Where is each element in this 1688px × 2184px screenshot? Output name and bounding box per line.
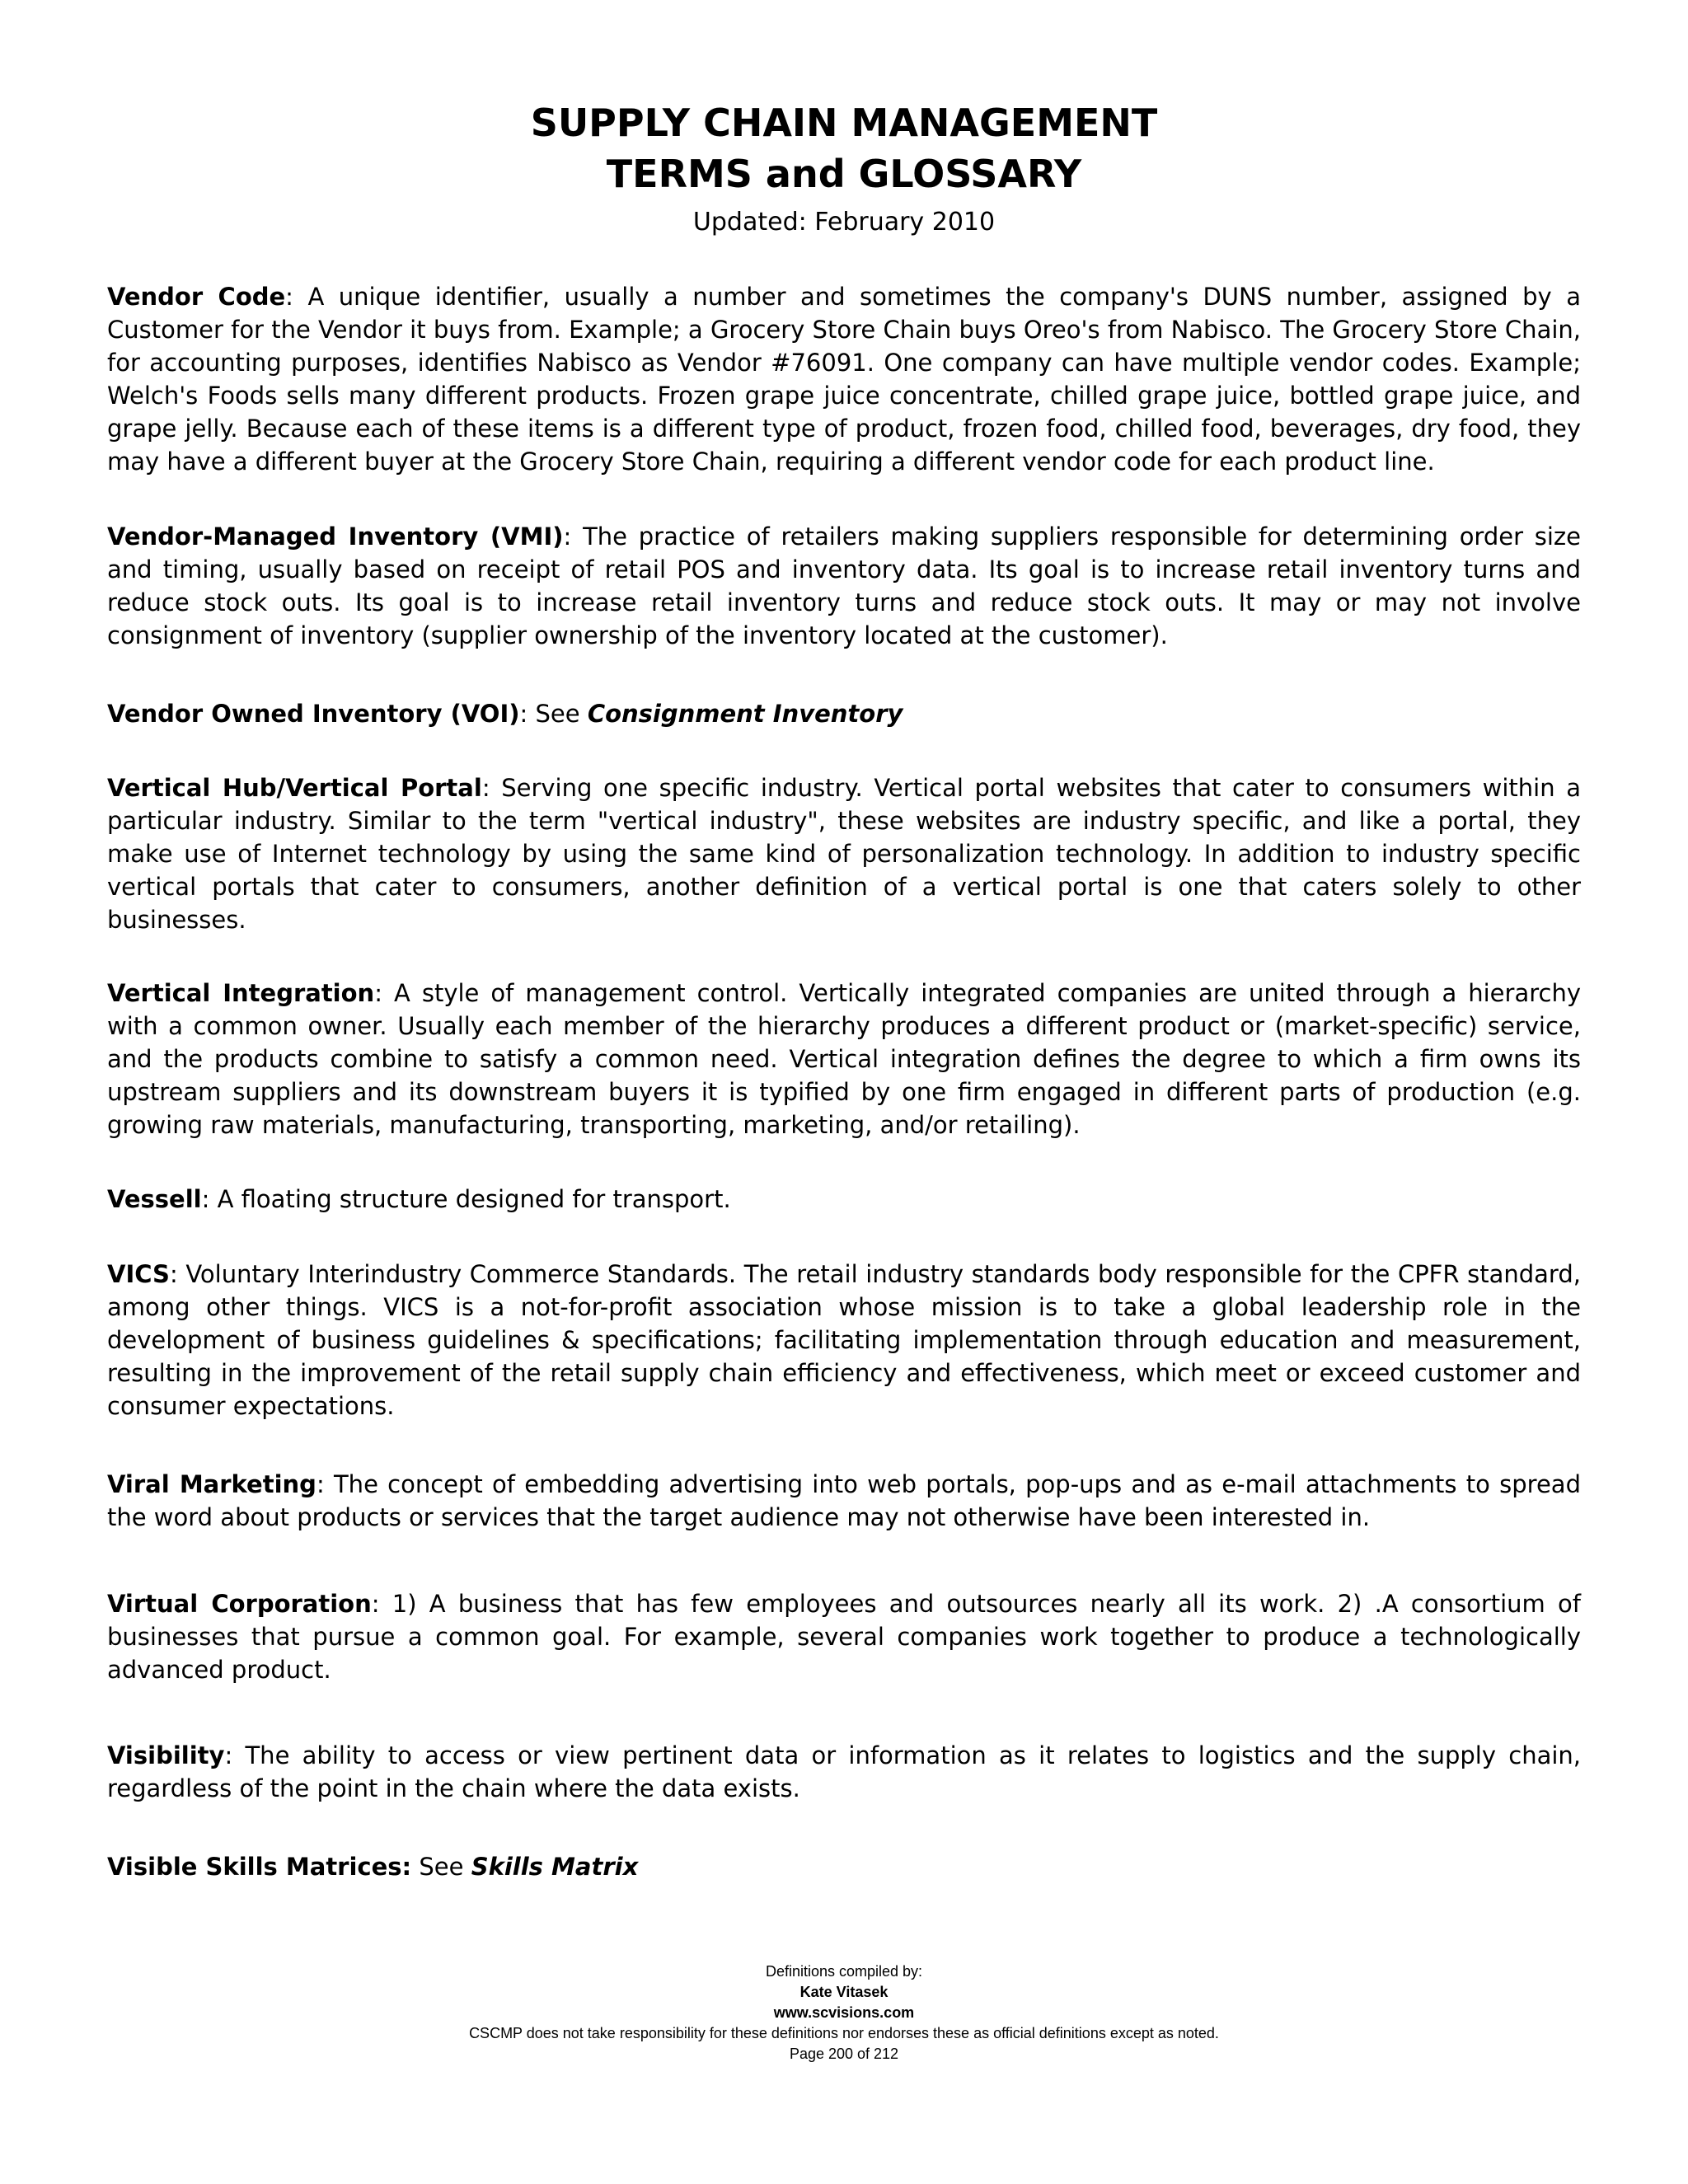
- entry-separator: :: [563, 523, 584, 551]
- glossary-entry: [107, 771, 1581, 936]
- title-line-1: SUPPLY CHAIN MANAGEMENT: [530, 101, 1158, 145]
- glossary-entry: [107, 977, 1581, 1141]
- glossary-entry: [107, 1468, 1581, 1534]
- entry-term: Viral Marketing: [107, 1470, 316, 1498]
- entry-definition: A floating structure designed for transport.: [217, 1185, 731, 1213]
- entry-term: Vessell: [107, 1185, 202, 1213]
- footer-page-number: Page 200 of 212: [789, 2046, 899, 2062]
- entry-definition: The concept of embedding advertising into web portals, pop-ups and as e-mail attachments to spread the word about products or services that the target audience may not otherwise have been interested in.: [107, 1470, 1581, 1531]
- entry-definition: The ability to access or view pertinent data or information as it relates to logistics and the supply chain, regardless of the point in the chain where the data exists.: [107, 1741, 1581, 1802]
- cross-reference-link[interactable]: Consignment Inventory: [587, 700, 903, 728]
- entry-separator: [411, 1853, 419, 1881]
- updated-date: Updated: February 2010: [692, 208, 996, 237]
- glossary-entry: [107, 1587, 1581, 1686]
- entry-separator: :: [374, 979, 394, 1007]
- cross-reference-link[interactable]: Skills Matrix: [471, 1853, 639, 1881]
- footer-author: Kate Vitasek: [799, 1984, 889, 2000]
- entry-separator: :: [224, 1741, 246, 1769]
- glossary-entry: [107, 1183, 1581, 1216]
- entry-definition: Serving one specific industry. Vertical portal websites that cater to consumers within a particular industry. Similar to the term "vertical industry", these websites are industry specific, and like a portal, they make use of Internet technology by using the same kind of personalization technology. In addition to industry specific vertical portals that cater to consumers, another definition of a vertical portal is one that caters solely to other businesses.: [107, 774, 1581, 934]
- glossary-entry: [107, 1739, 1581, 1805]
- page-footer: [0, 1961, 1688, 2064]
- entry-term: Vendor Code: [107, 283, 286, 311]
- entry-term: Visibility: [107, 1741, 225, 1769]
- entry-definition: 1) A business that has few employees and outsources nearly all its work. 2) .A consortium of businesses that pursue a common goal. For example, several companies work together to produce a technologically advanced product.: [107, 1590, 1581, 1684]
- entry-separator: :: [481, 774, 502, 802]
- glossary-entries: [107, 280, 1581, 1883]
- entry-definition: A unique identifier, usually a number and sometimes the company's DUNS number, assigned by a Customer for the Vendor it buys from. Example; a Grocery Store Chain buys Oreo's from Nabisco. The Grocery Store Chain, for accounting purposes, identifies Nabisco as Vendor #76091. One company can have multiple vendor codes. Example; Welch's Foods sells many different products. Frozen grape juice concentrate, chilled grape juice, bottled grape juice, and grape jelly. Because each of these items is a different type of product, frozen food, chilled food, beverages, dry food, they may have a different buyer at the Grocery Store Chain, requiring a different vendor code for each product line.: [107, 283, 1581, 476]
- footer-compiled-by: Definitions compiled by:: [765, 1963, 923, 1980]
- glossary-entry: [107, 280, 1581, 478]
- entry-term: Visible Skills Matrices:: [107, 1853, 412, 1881]
- glossary-entry: [107, 1850, 1581, 1883]
- entry-separator: :: [519, 700, 536, 728]
- entry-definition: A style of management control. Vertically integrated companies are united through a hierarchy with a common owner. Usually each member of the hierarchy produces a different product or (market-specific) service, and the products combine to satisfy a common need. Vertical integration defines the degree to which a firm owns its upstream suppliers and its downstream buyers it is typified by one firm engaged in different parts of production (e.g. growing raw materials, manufacturing, transporting, marketing, and/or retailing).: [107, 979, 1581, 1139]
- entry-separator: :: [169, 1260, 186, 1288]
- entry-term: Virtual Corporation: [107, 1590, 372, 1618]
- entry-definition: See: [535, 700, 588, 728]
- entry-term: Vendor-Managed Inventory (VMI): [107, 523, 564, 551]
- entry-term: VICS: [107, 1260, 170, 1288]
- document-header: [0, 97, 1688, 242]
- entry-definition: See: [419, 1853, 471, 1881]
- entry-definition: Voluntary Interindustry Commerce Standards. The retail industry standards body responsible for the CPFR standard, among other things. VICS is a not-for-profit association whose mission is to take a global leadership role in the development of business guidelines & specifications; facilitating implementation through education and measurement, resulting in the improvement of the retail supply chain efficiency and effectiveness, which meet or exceed customer and consumer expectations.: [107, 1260, 1581, 1420]
- entry-term: Vertical Hub/Vertical Portal: [107, 774, 482, 802]
- title-line-2: TERMS and GLOSSARY: [606, 152, 1082, 196]
- glossary-entry: [107, 1258, 1581, 1422]
- entry-definition: The practice of retailers making suppliers responsible for determining order size and timing, usually based on receipt of retail POS and inventory data. Its goal is to increase retail inventory turns and reduce stock outs. Its goal is to increase retail inventory turns and reduce stock outs. It may or may not involve consignment of inventory (supplier ownership of the inventory located at the customer).: [107, 523, 1581, 649]
- entry-separator: :: [201, 1185, 218, 1213]
- entry-separator: :: [371, 1590, 392, 1618]
- glossary-entry: [107, 697, 1581, 730]
- entry-separator: :: [316, 1470, 334, 1498]
- entry-term: Vendor Owned Inventory (VOI): [107, 700, 520, 728]
- footer-website-link[interactable]: www.scvisions.com: [773, 2004, 915, 2021]
- glossary-entry: [107, 520, 1581, 652]
- entry-separator: :: [285, 283, 308, 311]
- entry-term: Vertical Integration: [107, 979, 375, 1007]
- footer-disclaimer: CSCMP does not take responsibility for these definitions nor endorses these as official definitions except as noted.: [469, 2025, 1219, 2041]
